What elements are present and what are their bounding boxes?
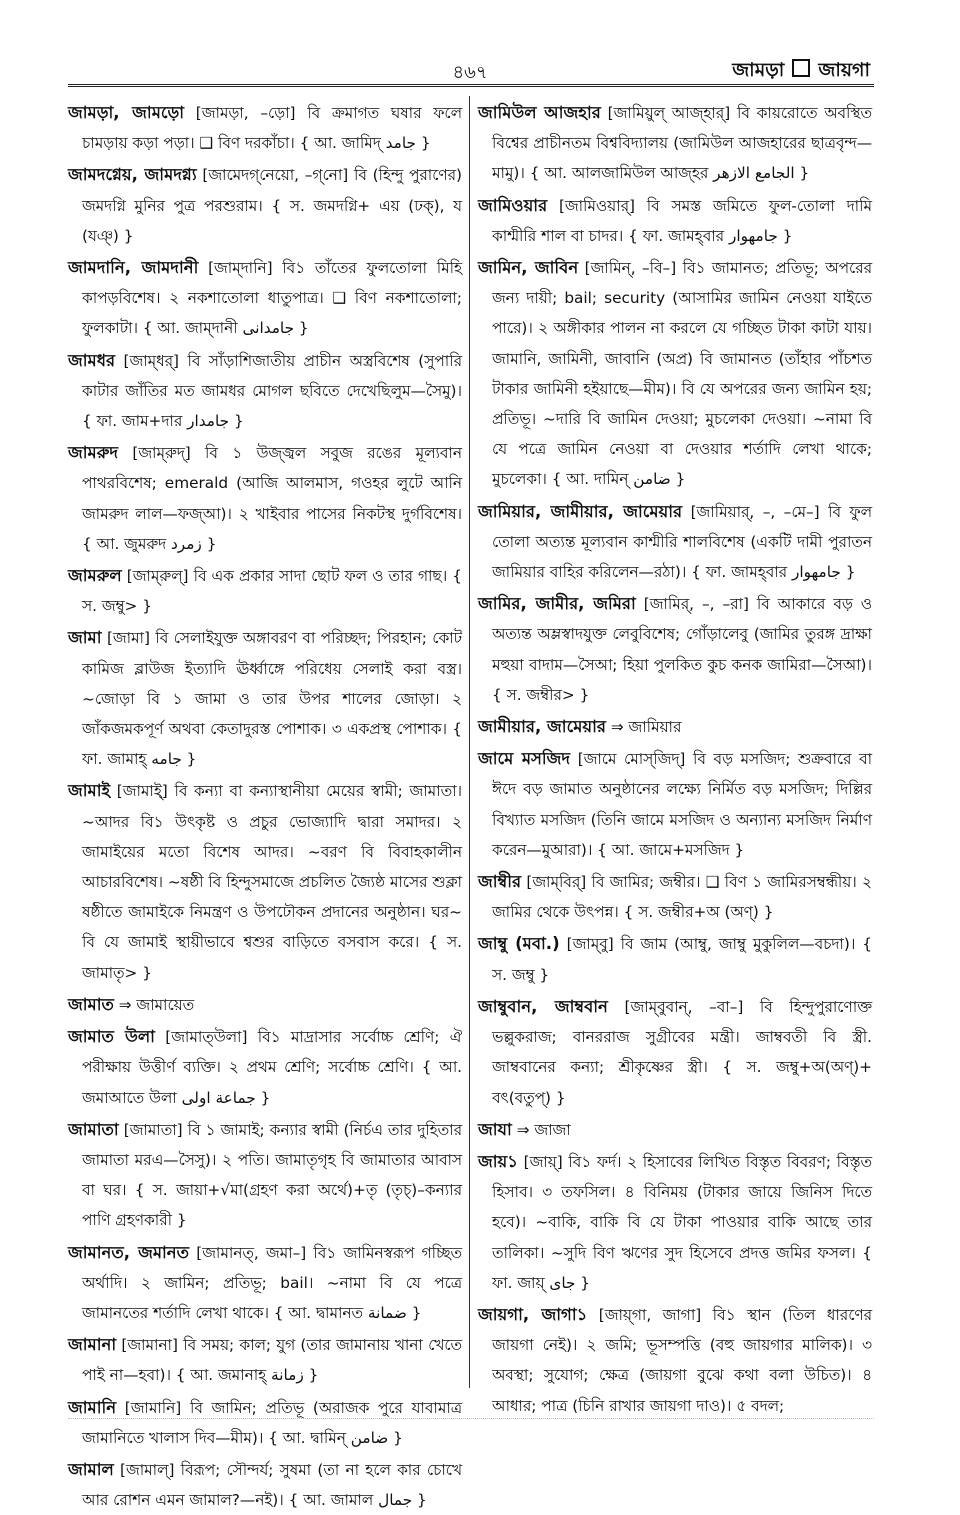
entry-headword: জামরুদ	[68, 443, 119, 463]
entry-definition: ⇒ জাজা	[516, 1120, 571, 1139]
dictionary-entry	[478, 98, 872, 189]
dictionary-entry	[478, 929, 872, 989]
dictionary-entry	[68, 561, 462, 621]
header-rule	[68, 84, 874, 87]
entry-definition: [জামাই্‌] বি কন্যা বা কন্যাস্থানীয়া মেয়ের স্বামী; জামাতা। ~আদর বি১ উৎকৃষ্ট ও প্রচুর ভোজ্যাদি দ্বারা সমাদর। ২ জামাইয়ের মতো বিশেষ আদর। ~বরণ বি বিবাহকালীন আচারবিশেষ। ~ষষ্ঠী বি হিন্দুসমাজে প্রচলিত জ্যৈষ্ঠ মাসের শুক্লা ষষ্ঠীতে জামাইকে নিমন্ত্রণ ও উপঢৌকন প্রদানের অনুষ্ঠান। ঘর~ বি যে জামাই স্থায়ীভাবে শ্বশুর বাড়িতে বসবাস করে। { স. জামাতৃ> }	[82, 782, 462, 982]
entry-definition: [জাম্‌দানি] বি১ তাঁতের ফুলতোলা মিহি কাপড়বিশেষ। ২ নকশাতোলা ধাতুপাত্র। ❑ বিণ নকশাতোলা; ফুলকাটা। { আ. জাম্‌দানী جامدانی }	[82, 259, 462, 338]
entry-headword: জায়১	[478, 1151, 518, 1171]
dictionary-entry	[68, 776, 462, 987]
entry-headword: জামিয়ার, জামীয়ার, জামেয়ার	[478, 501, 683, 521]
entry-definition: [জামা] বি সেলাইযুক্ত অঙ্গাবরণ বা পরিচ্ছদ; পিরহান; কোট কামিজ ব্লাউজ ইত্যাদি ঊর্ধ্বাঙ্গে পরিধেয় সেলাই করা বস্ত্র। ~জোড়া বি ১ জামা ও তার উপর শালের জোড়া। ২ জাঁকজমকপূর্ণ অথবা কেতাদুরস্ত পোশাক। ৩ একপ্রস্থ পোশাক। { ফা. জামাহ্‌ جامه }	[82, 629, 462, 769]
entry-definition: [জামাত্‌উলা] বি১ মাদ্রাসার সর্বোচ্চ শ্রেণি; ঐ পরীক্ষায় উত্তীর্ণ ব্যক্তি। ২ প্রথম শ্রেণি; সর্বোচ্চ শ্রেণি। { আ. জমাআতে উলা جماعة اولی }	[82, 1028, 462, 1107]
entry-definition: [জামাতা] বি ১ জামাই; কন্যার স্বামী (নির্চএ তার দুহিতার জামাতা মরএ—সৈসু)। ২ পতি। জামাতৃগৃহ বি জামাতার আবাস বা ঘর। { স. জায়া+√মা(গ্রহণ করা অর্থে)+তৃ (তৃচ্‌)–কন্যার পাণি গ্রহণকারী }	[82, 1120, 462, 1230]
entry-definition: [জামিয়ার্‌, –, –মে–] বি ফুল তোলা অত্যন্ত মূল্যবান কাশ্মীরি শালবিশেষ (একটি দামী পুরাতন জামিয়ার বাহির করিলেন—রঠা)। { ফা. জামহ্‌বার جامهوار }	[492, 502, 873, 582]
entry-headword: জামাত উলা	[68, 1027, 155, 1047]
entry-definition: [জামানি] বি জামিন; প্রতিভূ (অরাজক পুরে যাবামাত্র জামানিতে খালাস দিব—মীম)। { আ. দ্বামিন্‌ ضامن }	[82, 1398, 462, 1447]
entry-headword: জামদগ্নেয়, জামদগ্ন্য	[68, 165, 197, 185]
entry-headword: জায়গা, জাগা১	[478, 1304, 588, 1324]
page-bottom-edge	[68, 1418, 874, 1419]
entry-headword: জামাই	[68, 781, 111, 801]
right-column	[478, 98, 873, 1415]
dictionary-entry	[68, 623, 462, 774]
entry-definition: ⇒ জামায়েত	[118, 995, 195, 1014]
entry-headword: জাযা	[478, 1119, 512, 1139]
entry-headword: জামানি	[68, 1397, 117, 1417]
left-column	[68, 98, 462, 1510]
dictionary-entry	[478, 992, 872, 1113]
entry-definition: [জাম্‌রুল্‌] বি এক প্রকার সাদা ছোট ফল ও তার গাছ। { স. জম্বু> }	[82, 567, 462, 616]
dictionary-entry	[478, 744, 872, 865]
entry-definition: [জামানা] বি সময়; কাল; যুগ (তার জামানায় খানা খেতে পাই না—হবা)। { আ. জমানাহ্‌ زمانة }	[82, 1336, 462, 1385]
dictionary-entry	[68, 1115, 462, 1236]
entry-headword: জাম্বীর	[478, 872, 522, 892]
dictionary-entry	[478, 253, 872, 495]
dictionary-entry	[478, 589, 872, 710]
guide-word-last: জায়গা	[818, 59, 870, 81]
entry-definition: [জাম্‌রুদ্‌] বি ১ উজ্জ্বল সবুজ রঙের মূল্যবান পাথরবিশেষ; emerald (আজি আলমাস, গওহর লুটে আনি জামরুদ লাল—ফজ্‌আ)। ২ খাইবার পাসের নিকটস্থ দুর্গবিশেষ। { আ. জুমরুদ زمرد }	[82, 444, 462, 553]
dictionary-entry	[68, 438, 462, 559]
entry-headword: জামানা	[68, 1335, 117, 1355]
entry-headword: জামধর	[68, 350, 116, 370]
dictionary-entry	[478, 1300, 872, 1421]
dictionary-entry	[68, 1022, 462, 1113]
column-divider	[469, 96, 470, 1388]
dictionary-entry	[478, 191, 872, 251]
entry-headword: জামরুল	[68, 566, 122, 586]
dictionary-entry	[68, 1455, 462, 1515]
entry-definition: [জামিয়ুল্‌ আজ্‌হার্‌] বি কায়রোতে অবস্থিত বিশ্বের প্রাচীনতম বিশ্ববিদ্যালয় (জামিউল আজহারের ছাত্রবৃন্দ—মামু)। { আ. আলজামিউল আজ্‌হর الجامع الازهر }	[492, 104, 872, 183]
dictionary-entry	[68, 1330, 462, 1390]
page-number: ৪৬৭	[452, 62, 488, 83]
dictionary-entry	[68, 98, 462, 158]
entry-definition: [জামেদগ্‌নেয়ো, –গ্‌নো] বি (হিন্দু পুরাণের) জমদগ্নি মুনির পুত্র পরশুরাম। { স. জমদগ্নি+ এয় (ঢক্‌), য (যঞ্‌) }	[82, 166, 462, 245]
entry-headword: জামাল	[68, 1459, 114, 1479]
entry-headword: জামিউল আজহার	[478, 103, 601, 122]
entry-headword: জামীয়ার, জামেয়ার	[478, 717, 606, 737]
entry-headword: জামা	[68, 628, 102, 648]
entry-definition: [জামির্‌, –, –রা] বি আকারে বড় ও অত্যন্ত অম্লস্বাদযুক্ত লেবুবিশেষ; গোঁড়ালেবু (জামির তুরঙ্গ দ্রাক্ষা মহুয়া বাদাম—সৈআ; হিয়া পুলকিত কুচ কনক জামিরা—সৈআ)। { স. জম্বীর> }	[492, 595, 872, 704]
entry-headword: জাম্বুবান, জাম্ববান	[478, 996, 608, 1016]
entry-definition: [জায়্‌গা, জাগা] বি১ স্থান (তিল ধারণের জায়গা নেই)। ২ জমি; ভূসম্পত্তি (বহু জায়গার মালিক)। ৩ অবস্থা; সুযোগ; ক্ষেত্র (জায়গা বুঝে কথা বলা উচিত)। ৪ আধার; পাত্র (চিনি রাখার জায়গা দাও)। ৫ বদল;	[492, 1305, 873, 1415]
dictionary-entry	[68, 253, 462, 344]
dictionary-entry	[478, 712, 872, 742]
entry-definition: [জাম্‌ধর্‌] বি সাঁড়াশিজাতীয় প্রাচীন অস্ত্রবিশেষ (সুপারি কাটার জাঁতির মত জামধর মোগল ছবিতে দেখেছিলুম—সৈমু)। { ফা. জাম+দার جامدار }	[82, 351, 462, 431]
dictionary-entry	[478, 867, 872, 927]
dictionary-entry	[68, 346, 462, 437]
dictionary-entry	[478, 1147, 872, 1298]
entry-definition: [জামিওয়ার্‌] বি সমস্ত জমিতে ফুল-তোলা দামি কাশ্মীরি শাল বা চাদর। { ফা. জামহ্‌বার جامهوار }	[492, 196, 872, 245]
dictionary-entry	[68, 990, 462, 1020]
entry-definition: [জাম্‌বুবান্‌, –বা–] বি হিন্দুপুরাণোক্ত ভল্লুকরাজ; বানররাজ সুগ্রীবের মন্ত্রী। জাম্ববতী বি স্ত্রী. জাম্ববানের কন্যা; শ্রীকৃষ্ণের স্ত্রী। { স. জম্বু+অ(অণ্‌)+ বৎ(বতুপ্‌) }	[492, 997, 872, 1107]
dictionary-entry	[68, 1393, 462, 1453]
dictionary-entry	[478, 1115, 872, 1145]
dictionary-entry	[68, 1238, 462, 1329]
dictionary-entry	[478, 497, 872, 588]
entry-definition: [জামিন্‌, –বি–] বি১ জামানত; প্রতিভূ; অপরের জন্য দায়ী; bail; security (আসামির জামিন নেওয়া যাইতে পারে)। ২ অঙ্গীকার পালন না করলে যে গচ্ছিত টাকা কাটা যায়। জামানি, জামিনী, জাবানি (অপ্র) বি জামানত (তাঁহার পাঁচশত টাকার জামিনী হইয়াছে—মীম)। বি যে অপরের জন্য জামিন হয়; প্রতিভূ। ~দারি বি জামিন দেওয়া; মুচলেকা দেওয়া। ~নামা বি যে পত্রে জামিন নেওয়া বা দেওয়ার শর্তাদি লেখা থাকে; মুচলেকা। { আ. দামিন্‌ ضامن }	[492, 259, 872, 489]
guide-word-first: জামড়া	[732, 59, 785, 81]
entry-headword: জামানত, জমানত	[68, 1242, 190, 1262]
entry-definition: [জামে মোস্‌জিদ্‌] বি বড় মসজিদ; শুক্রবারে বা ঈদে বড় জামাত অনুষ্ঠানের লক্ষ্যে নির্মিত বড় মসজিদ; দিল্লির বিখ্যাত মসজিদ (তিনি জামে মসজিদ ও অন্যান্য মসজিদ নির্মাণ করেন—মুআরা)। { আ. জামে+মসজিদ }	[492, 750, 873, 859]
entry-headword: জামিওয়ার	[478, 195, 548, 215]
entry-definition: [জামাল্‌] বিরূপ; সৌন্দর্য; সুষমা (তা না হলে কার চোখে আর রোশন এমন জামাল?—নই)। { আ. জামাল جمال }	[82, 1460, 462, 1510]
entry-headword: জামাতা	[68, 1119, 119, 1139]
entry-headword: জামির, জামীর, জমিরা	[478, 594, 636, 614]
entry-headword: জামদানি, জামদানী	[68, 258, 199, 278]
entry-definition: [জামড়া, –ড়ো] বি ক্রমাগত ঘষার ফলে চামড়ায় কড়া পড়া। ❑ বিণ দরকাঁচা। { আ. জামিদ্ جامد }	[82, 104, 462, 153]
entry-definition: [জাম্‌বির্‌] বি জামির; জম্বীর। ❑ বিণ ১ জামিরসম্বন্ধীয়। ২ জামির থেকে উৎপন্ন। { স. জম্বীর+অ (অণ্‌) }	[492, 873, 872, 922]
entry-headword: জামিন, জাবিন	[478, 258, 579, 278]
entry-headword: জাম্বু (মবা.)	[478, 934, 560, 954]
entry-definition: ⇒ জামিয়ার	[610, 718, 682, 737]
entry-definition: [জাম্‌বু] বি জাম (আম্বু, জাম্বু মুকুলিল—বচদা)। { স. জম্বু }	[492, 935, 873, 984]
entry-headword: জামাত	[68, 994, 114, 1014]
square-icon	[792, 59, 810, 77]
entry-definition: [জায়্‌] বি১ ফর্দ। ২ হিসাবের লিখিত বিস্তৃত বিবরণ; বিস্তৃত হিসাব। ৩ তফসিল। ৪ বিনিময় (টাকার জায়ে জিনিস দিতে হবে)। ~বাকি, বাকি বি যে টাকা পাওয়ার বাকি আছে তার তালিকা। ~সুদি বিণ ঋণের সুদ হিসেবে প্রদত্ত জমির ফসল। { ফা. জায়্‌ جای }	[492, 1152, 872, 1292]
entry-headword: জামড়া, জামড়ো	[68, 103, 185, 122]
dictionary-entry	[68, 160, 462, 251]
entry-headword: জামে মসজিদ	[478, 749, 571, 769]
entry-definition: [জামানত্‌, জমা–] বি১ জামিনস্বরূপ গচ্ছিত অর্থাদি। ২ জামিন; প্রতিভূ; bail। ~নামা বি যে পত্রে জামানতের শর্তাদি লেখা থাকে। { আ. দ্বামানত ضمانة }	[82, 1243, 462, 1322]
